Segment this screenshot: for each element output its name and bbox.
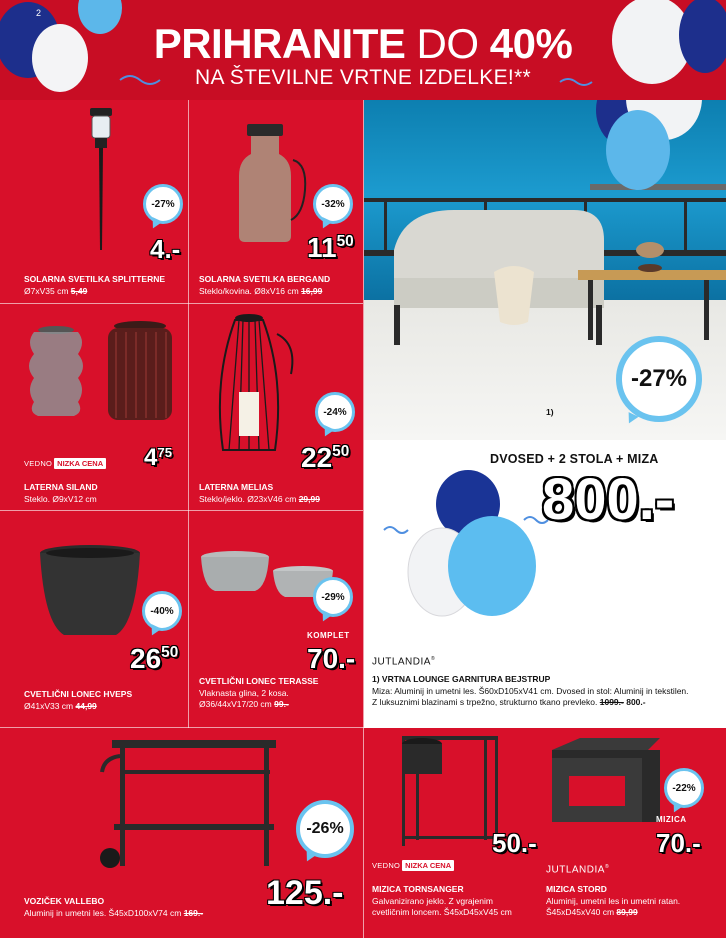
product-name: SOLARNA SVETILKA BERGAND [199, 274, 331, 284]
product-desc [24, 286, 87, 297]
product-dimensions: Steklo/kovina. Ø8xV16 cm [199, 286, 299, 296]
product-name: LATERNA SILAND [24, 482, 98, 492]
discount-badge: -24% [315, 392, 355, 432]
vnc-label-a: VEDNO [372, 861, 401, 870]
price-tornsanger [492, 828, 537, 859]
new-price-inline: 800.- [626, 697, 646, 707]
header-banner [0, 0, 726, 100]
product-name: 1) VRTNA LOUNGE GARNITURA BEJSTRUP [372, 674, 551, 684]
product-name: SOLARNA SVETILKA SPLITTERNE [24, 274, 166, 284]
product-vallebo[interactable] [0, 728, 363, 938]
product-desc [24, 908, 203, 919]
product-desc: Steklo. Ø9xV12 cm [24, 494, 97, 504]
headline [0, 22, 726, 66]
product-dimensions: Š45xD45xV40 cm [546, 907, 615, 917]
headline-percent: 40% [489, 20, 573, 67]
page-number: 2 [36, 8, 42, 18]
product-name: LATERNA MELIAS [199, 482, 274, 492]
product-bergand[interactable] [189, 100, 363, 303]
old-price: 44,99 [75, 701, 97, 711]
set-label: KOMPLET [307, 631, 350, 640]
product-terasse[interactable] [189, 511, 363, 727]
product-melias[interactable] [189, 304, 363, 510]
price-main: 26 [130, 643, 162, 674]
price-main: 70.- [656, 828, 701, 858]
discount-badge: -27% [616, 336, 702, 422]
price [307, 643, 355, 675]
product-name-tornsanger: MIZICA TORNSANGER [372, 884, 464, 894]
price [301, 442, 349, 474]
brand-logo: JUTLANDIA® [372, 656, 436, 668]
product-name: CVETLIČNI LONEC TERASSE [199, 676, 319, 686]
price-cents: 50 [332, 442, 350, 460]
price-main: 50.- [492, 828, 537, 858]
old-price: 1099.- [599, 697, 624, 707]
discount-badge: -22% [664, 768, 704, 808]
vnc-label-b: NIZKA CENA [54, 458, 106, 469]
price-cents: 50 [161, 643, 179, 661]
always-low-price-badge [372, 860, 454, 871]
product-dimensions: Aluminij in umetni les. Š45xD100xV74 cm [24, 908, 182, 918]
price [266, 874, 344, 913]
brand-name: JUTLANDIA [546, 864, 605, 876]
product-desc-line2 [372, 697, 646, 708]
price-main: 22 [301, 442, 333, 473]
price [307, 232, 354, 264]
discount-badge: -29% [313, 577, 353, 617]
headline-light: DO [405, 20, 490, 67]
price-main: 125.- [266, 874, 344, 912]
set-contents-label: DVOSED + 2 STOLA + MIZA [490, 452, 659, 466]
product-desc-line1: Miza: Aluminij in umetni les. Š60xD105xV41 cm. Dvosed in stol: Aluminij in tekstilen. [372, 686, 689, 696]
product-desc [199, 286, 322, 297]
old-price: 169.- [183, 908, 204, 918]
price-cents: 50 [336, 232, 354, 250]
brand-logo: JUTLANDIA® [546, 864, 610, 876]
price [144, 444, 172, 472]
product-name: CVETLIČNI LONEC HVEPS [24, 689, 133, 699]
product-siland[interactable] [0, 304, 188, 510]
product-desc-line1: Vlaknasta glina, 2 kosa. [199, 688, 289, 698]
discount-badge: -40% [142, 591, 182, 631]
product-dimensions: Ø7xV35 cm [24, 286, 69, 296]
footnote-marker: 1) [546, 407, 554, 417]
product-desc-line2 [199, 699, 289, 710]
price-main: 70.- [307, 643, 356, 674]
discount-badge: -26% [296, 800, 354, 858]
product-name-stord: MIZICA STORD [546, 884, 607, 894]
old-price: 99.- [274, 699, 289, 709]
old-price: 16,99 [301, 286, 323, 296]
discount-badge: -27% [143, 184, 183, 224]
old-price: 29,99 [298, 494, 320, 504]
product-desc-tornsanger-line1: Galvanizirano jeklo. Z vgrajenim [372, 896, 493, 906]
old-price: 89,99 [616, 907, 638, 917]
product-dimensions: Ø41xV33 cm [24, 701, 74, 711]
discount-badge: -32% [313, 184, 353, 224]
price-cents: 75 [157, 444, 173, 460]
product-desc-stord-line2 [546, 907, 638, 918]
price-main: 4.- [150, 234, 181, 264]
product-hveps[interactable] [0, 511, 188, 727]
product-image-wire-lantern [189, 304, 363, 464]
product-desc-stord-line1: Aluminij, umetni les in umetni ratan. [546, 896, 681, 906]
price-stord [656, 828, 701, 859]
product-desc-tornsanger-line2: cvetličnim loncem. Š45xD45xV45 cm [372, 907, 512, 917]
product-desc [24, 701, 97, 712]
always-low-price-badge [24, 458, 106, 469]
old-price: 5,49 [70, 286, 88, 296]
vnc-label-b: NIZKA CENA [402, 860, 454, 871]
product-image-glass-lanterns [0, 304, 188, 454]
product-dimensions: Ø36/44xV17/20 cm [199, 699, 272, 709]
price [150, 234, 180, 265]
price-main: 11 [307, 232, 337, 263]
product-splitterne[interactable] [0, 100, 188, 303]
feature-lounge-set[interactable] [364, 100, 726, 728]
brand-name: JUTLANDIA [372, 656, 431, 668]
product-desc [199, 494, 320, 505]
product-desc-text: Z luksuznimi blazinami s trpežno, strukturno tkano prevleko. [372, 697, 598, 707]
vnc-label-a: VEDNO [24, 459, 53, 468]
product-dimensions: Steklo/jeklo. Ø23xV46 cm [199, 494, 297, 504]
feature-price: 800.- [542, 467, 675, 532]
price-main: 4 [144, 444, 158, 471]
subheadline: NA ŠTEVILNE VRTNE IZDELKE!** [195, 66, 531, 89]
headline-bold: PRIHRANITE [153, 20, 406, 67]
item-label: MIZICA [656, 815, 687, 824]
bottom-right-panel [364, 728, 726, 938]
price [130, 643, 178, 675]
product-name: VOZIČEK VALLEBO [24, 896, 105, 906]
